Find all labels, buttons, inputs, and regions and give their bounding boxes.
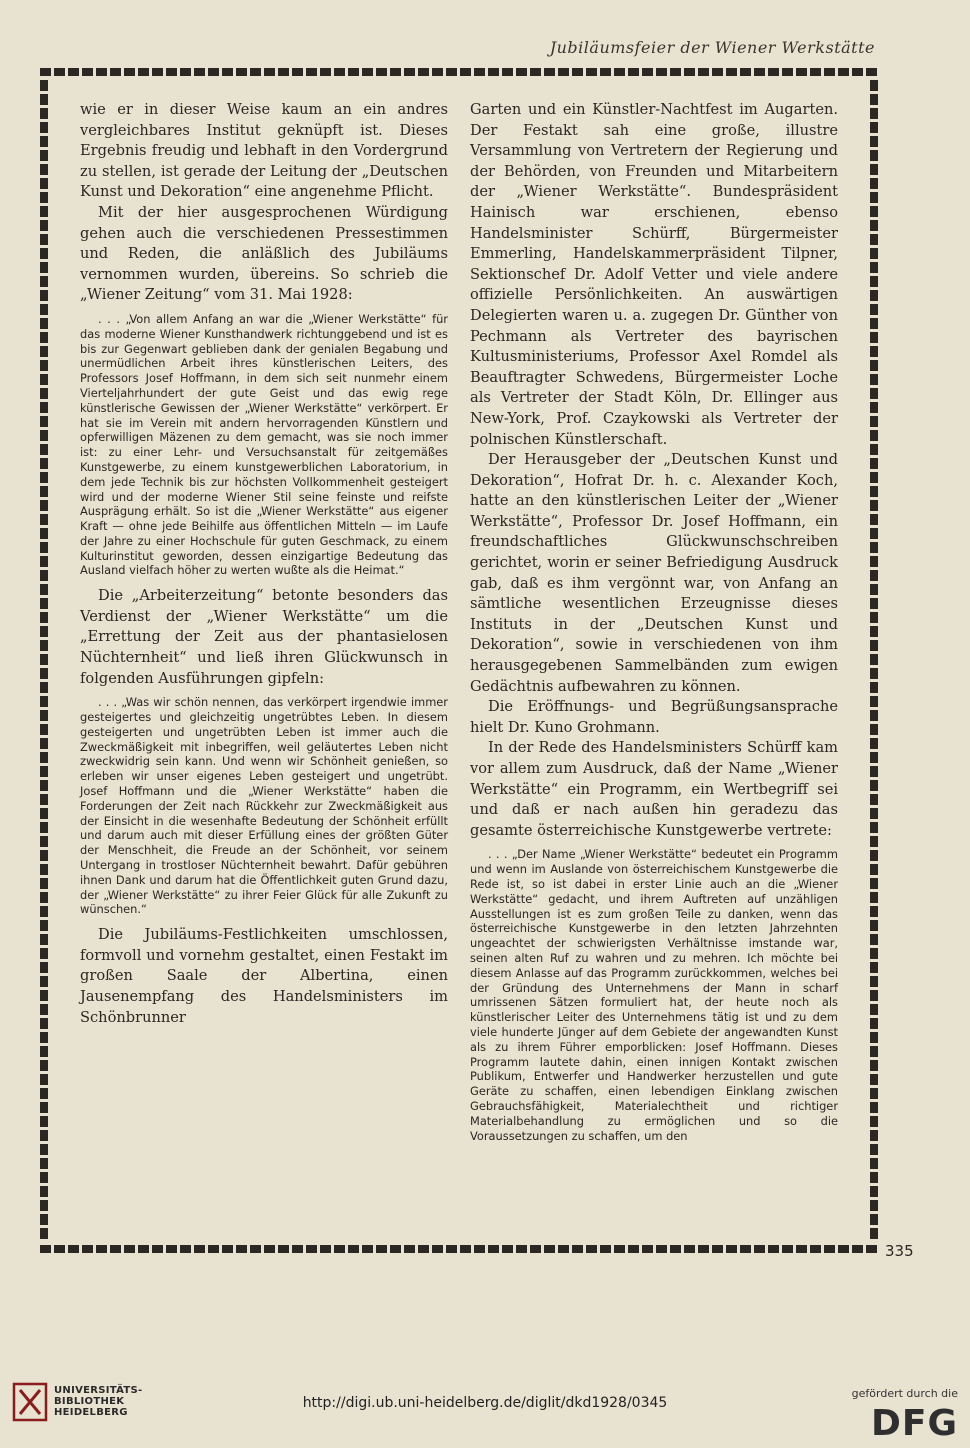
funder-caption: gefördert durch die [851,1387,958,1400]
block-quote: . . . „Von allem Anfang an war die „Wiener Werkstätte“ für das moderne Wiener Kunsthandwerk richtunggebend und ist es bis zur Gegenwart geblieben dank der genialen Begabung und unermüdlichen Arbeit ihres künstlerischen Leiters, des Professors Josef Hoffmann, in dem sich seit nunmehr einem Vierteljahrhundert der gute Geist und das ewig rege künstlerische Gewissen der „Wiener Werkstätte“ verkörpert. Er hat sie im Verein mit andern hervorragenden Künstlern und opferwilligen Mäzenen zu dem gemacht, was sie noch immer ist: zu einer Lehr- und Versuchsanstalt für zeitgemäßes Kunstgewerbe, zu einem kunstgewerblichen Laboratorium, in dem jede Technik bis zur höchsten Vollkommenheit gesteigert wird und der moderne Wiener Stil seine feinste und reifste Ausprägung erhält. So ist die „Wiener Werkstätte“ aus eigener Kraft — ohne jede Beihilfe aus öffentlichen Mitteln — im Laufe der Jahre zu einer Hochschule für guten Geschmack, zu einem Kulturinstitut geworden, dessen einzigartige Bedeutung das Ausland vielfach höher zu werten wußte als die Heimat.“ [80,311,448,578]
bottom-border [40,1245,878,1253]
right-column [470,100,838,1151]
running-header: Jubiläumsfeier der Wiener Werkstätte [549,38,875,57]
paragraph: Mit der hier ausgesprochenen Würdigung gehen auch die verschiedenen Pressestimmen und Reden, die anläßlich des Jubiläums vernommen wurden, übereins. So schrieb die „Wiener Zeitung“ vom 31. Mai 1928: [80,203,448,304]
paragraph: wie er in dieser Weise kaum an ein andres vergleichbares Institut geknüpft ist. Dieses Ergebnis freudig und lebhaft in den Vordergrund zu stellen, ist gerade der Leitung der „Deutschen Kunst und Dekoration“ eine angenehme Pflicht. [80,101,448,201]
dfg-logo: DFG [870,1403,958,1444]
page-number: 335 [885,1242,914,1260]
left-border [40,80,48,1242]
block-quote: . . . „Was wir schön nennen, das verkörpert irgendwie immer gesteigertes und gleichzeitig ungetrübtes Leben. In diesem gesteigerten und ungetrübten Leben ist immer auch die Zweckmäßigkeit mit inbegriffen, weil geläutertes Leben nicht zweckwidrig sein kann. Und wenn wir Schönheit genießen, so erleben wir unser eigenes Leben gesteigert und ungetrübt. Josef Hoffmann und die „Wiener Werkstätte“ haben die Forderungen der Zeit nach Rückkehr zur Zweckmäßigkeit aus der Einsicht in die wesenhafte Bedeutung der Schönheit erfüllt und darum auch mit dieser Erfüllung eines der größten Güter der Menschheit, die Freude an der Schönheit, vor seinem Untergang in trostloser Nüchternheit bewahrt. Dafür gebühren ihnen Dank und darum hat die Öffentlichkeit guten Grund dazu, der „Wiener Werkstätte“ zu ihrer Feier Glück für alle Zukunft zu wünschen.“ [80,695,448,917]
right-border [870,80,878,1242]
top-border [40,68,878,76]
paragraph: Die „Arbeiterzeitung“ betonte besonders das Verdienst der „Wiener Werkstätte“ um die „Errettung der Zeit aus der phantasielosen Nüchternheit“ und ließ ihren Glückwunsch in folgenden Ausführungen gipfeln: [80,587,448,687]
paragraph: Garten und ein Künstler-Nachtfest im Augarten. Der Festakt sah eine große, illustre Versammlung von Vertretern der Regierung und der Behörden, von Freunden und Mitarbeitern der „Wiener Werkstätte“. Bundespräsident Hainisch war erschienen, ebenso Handelsminister Schürff, Bürgermeister Emmerling, Handelskammerpräsident Tilpner, Sektionschef Dr. Adolf Vetter und viele andere offizielle Persönlichkeiten. An auswärtigen Delegierten waren u. a. zugegen Dr. Günther von Pechmann als Vertreter des bayrischen Kultusministeriums, Professor Axel Romdel als Beauftragter Schwedens, Bürgermeister Loche als Vertreter der Stadt Köln, Dr. Ellinger aus New-York, Prof. Czaykowski als Vertreter der polnischen Künstlerschaft. [470,101,838,448]
permalink-url[interactable]: http://digi.ub.uni-heidelberg.de/diglit/dkd1928/0345 [302,1395,668,1411]
paragraph: Der Herausgeber der „Deutschen Kunst und Dekoration“, Hofrat Dr. h. c. Alexander Koch, hatte an den künstlerischen Leiter der „Wiener Werkstätte“, Professor Dr. Josef Hoffmann, ein freundschaftliches Glückwunschschreiben gerichtet, worin er seiner Befriedigung Ausdruck gab, daß es ihm vergönnt war, von Anfang an sämtliche wesentlichen Erzeugnisse dieses Instituts in der „Deutschen Kunst und Dekoration“, sowie in verschiedenen von ihm herausgegebenen Sammelbänden zum ewigen Gedächtnis aufbewahren zu können. [470,451,838,695]
paragraph: Die Jubiläums-Festlichkeiten umschlossen, formvoll und vornehm gestaltet, einen Festakt im großen Saale der Albertina, einen Jausenempfang des Handelsministers im Schönbrunner [80,926,448,1026]
library-name: UNIVERSITÄTS- BIBLIOTHEK HEIDELBERG [54,1385,143,1418]
block-quote: . . . „Der Name „Wiener Werkstätte“ bedeutet ein Programm und wenn im Auslande von österreichischem Kunstgewerbe die Rede ist, so ist dabei in erster Linie auch an die „Wiener Werkstätte“ gedacht, und ihrem Auftreten auf unzähligen Ausstellungen ist es zum großen Teile zu danken, wenn das österreichische Kunstgewerbe in den letzten Jahrzehnten ungeachtet der schwierigsten Verhältnisse imstande war, seinen alten Ruf zu wahren und zu mehren. Ich möchte bei diesem Anlasse auf das Programm zurückkommen, welches bei der Gründung des Unternehmens der Mann in scharf umrissenen Sätzen formuliert hat, der heute noch als künstlerischer Leiter des Unternehmens tätig ist und zu dem viele hunderte Jünger auf dem Gebiete der angewandten Kunst als zu ihrem Führer emporblicken: Josef Hoffmann. Dieses Programm lautete dahin, einen innigen Kontakt zwischen Publikum, Entwerfer und Handwerker herzustellen und gute Geräte zu schaffen, einen lebendigen Einklang zwischen Gebrauchsfähigkeit, Materialechtheit und richtiger Materialbehandlung zu ermöglichen und so die Voraussetzungen zu schaffen, um den [470,847,838,1143]
paragraph: Die Eröffnungs- und Begrüßungsansprache hielt Dr. Kuno Grohmann. [470,698,838,736]
paragraph: In der Rede des Handelsministers Schürff kam vor allem zum Ausdruck, daß der Name „Wiener Werkstätte“ ein Programm, ein Wertbegriff sei und daß er nach außen hin geradezu das gesamte österreichische Kunstgewerbe vertrete: [470,739,838,839]
left-column [80,100,448,1028]
